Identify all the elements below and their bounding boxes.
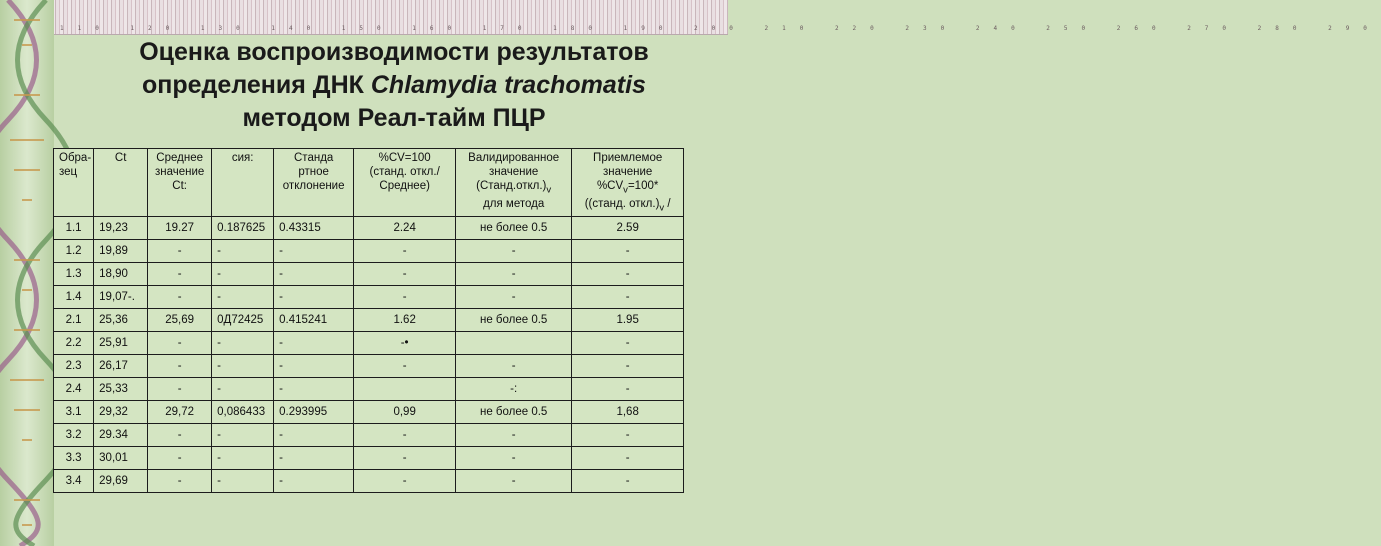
table-cell: 2.4 bbox=[54, 377, 94, 400]
table-cell: -• bbox=[354, 331, 456, 354]
table-cell: 25,36 bbox=[94, 308, 148, 331]
table-cell: - bbox=[572, 469, 684, 492]
title-line-3: методом Реал-тайм ПЦР bbox=[242, 104, 546, 132]
table-cell: 1.2 bbox=[54, 239, 94, 262]
table-cell: 1,68 bbox=[572, 400, 684, 423]
table-cell: - bbox=[212, 469, 274, 492]
table-cell: - bbox=[354, 469, 456, 492]
header-ct: Ct bbox=[94, 149, 148, 217]
table-cell: - bbox=[274, 239, 354, 262]
table-cell: 26,17 bbox=[94, 354, 148, 377]
table-cell: - bbox=[274, 469, 354, 492]
title-line-2 bbox=[60, 69, 728, 102]
table-cell: 0.187625 bbox=[212, 216, 274, 239]
table-cell bbox=[456, 331, 572, 354]
table-cell: 1.3 bbox=[54, 262, 94, 285]
table-cell: - bbox=[354, 423, 456, 446]
table-row bbox=[54, 423, 684, 446]
table-cell: - bbox=[572, 423, 684, 446]
table-cell: - bbox=[456, 262, 572, 285]
table-cell: - bbox=[212, 239, 274, 262]
table-row bbox=[54, 216, 684, 239]
table-cell: 2.59 bbox=[572, 216, 684, 239]
header-mean-ct: Среднее значение Ct: bbox=[148, 149, 212, 217]
table-cell: - bbox=[148, 377, 212, 400]
table-row bbox=[54, 239, 684, 262]
table-cell: 0,086433 bbox=[212, 400, 274, 423]
table-cell: 19.27 bbox=[148, 216, 212, 239]
table-cell: - bbox=[354, 262, 456, 285]
dna-sequence-strip bbox=[0, 0, 1381, 35]
table-header bbox=[54, 149, 684, 217]
table-row bbox=[54, 354, 684, 377]
reproducibility-table bbox=[53, 148, 684, 493]
table-cell: 0,99 bbox=[354, 400, 456, 423]
table-cell: - bbox=[456, 423, 572, 446]
table-cell: 0.415241 bbox=[274, 308, 354, 331]
header-validated-value: Валидированное значение $(Станд.откл.)_v$ для метода bbox=[456, 149, 572, 217]
table-cell: - bbox=[274, 446, 354, 469]
table-cell: не более 0.5 bbox=[456, 308, 572, 331]
table-cell: 2.2 bbox=[54, 331, 94, 354]
table-cell: 1.4 bbox=[54, 285, 94, 308]
table-cell: - bbox=[148, 262, 212, 285]
table-cell: - bbox=[572, 331, 684, 354]
table-cell: - bbox=[148, 285, 212, 308]
table-body bbox=[54, 216, 684, 492]
table-cell: 30,01 bbox=[94, 446, 148, 469]
table-cell: - bbox=[148, 423, 212, 446]
table-cell: 2.24 bbox=[354, 216, 456, 239]
table-cell: 29,69 bbox=[94, 469, 148, 492]
table-cell: - bbox=[572, 377, 684, 400]
header-acceptable-value: Приемлемое значение $\%CV_v=100*$ ((станд. $откл.)_v$ / bbox=[572, 149, 684, 217]
table-cell: 1.1 bbox=[54, 216, 94, 239]
table-cell: - bbox=[212, 446, 274, 469]
table-cell: - bbox=[212, 331, 274, 354]
table-cell: 0.293995 bbox=[274, 400, 354, 423]
table-cell: 19,89 bbox=[94, 239, 148, 262]
table-cell: - bbox=[456, 354, 572, 377]
table-cell: 1.95 bbox=[572, 308, 684, 331]
table-cell: - bbox=[148, 331, 212, 354]
table-row bbox=[54, 469, 684, 492]
table-cell: не более 0.5 bbox=[456, 400, 572, 423]
table-cell: - bbox=[212, 354, 274, 377]
table-row bbox=[54, 446, 684, 469]
table-cell: - bbox=[456, 446, 572, 469]
table-cell: - bbox=[148, 354, 212, 377]
header-std-dev: Станда ртное отклонение bbox=[274, 149, 354, 217]
sequence-position-numbers: 110 120 130 140 150 160 170 180 190 200 210 220 230 240 250 260 270 280 290 bbox=[60, 25, 1381, 32]
table-cell: 2.1 bbox=[54, 308, 94, 331]
dna-helix-icon bbox=[0, 0, 54, 546]
table-cell: - bbox=[354, 285, 456, 308]
table-cell: - bbox=[274, 377, 354, 400]
table-cell: - bbox=[212, 423, 274, 446]
table-cell: 3.4 bbox=[54, 469, 94, 492]
organism-name: Chlamydia trachomatis bbox=[370, 71, 646, 99]
table-row bbox=[54, 308, 684, 331]
table-cell: 1.62 bbox=[354, 308, 456, 331]
dna-helix-decoration bbox=[0, 0, 54, 546]
table-cell: - bbox=[572, 446, 684, 469]
title-line-2-prefix: определения ДНК bbox=[142, 71, 371, 99]
table-cell: 3.2 bbox=[54, 423, 94, 446]
table-cell: - bbox=[274, 331, 354, 354]
table-cell: - bbox=[572, 239, 684, 262]
header-row bbox=[54, 149, 684, 217]
slide-title bbox=[60, 36, 728, 135]
table-cell: - bbox=[212, 285, 274, 308]
table-cell: - bbox=[456, 239, 572, 262]
table-cell: - bbox=[274, 285, 354, 308]
table-cell: 29.34 bbox=[94, 423, 148, 446]
table-cell: - bbox=[456, 469, 572, 492]
table-cell: 29,32 bbox=[94, 400, 148, 423]
table-row bbox=[54, 400, 684, 423]
table-cell: 19,23 bbox=[94, 216, 148, 239]
header-dispersion: сия: bbox=[212, 149, 274, 217]
table-cell: - bbox=[274, 262, 354, 285]
table-row bbox=[54, 377, 684, 400]
table-cell: - bbox=[354, 354, 456, 377]
table-cell: 19,07-. bbox=[94, 285, 148, 308]
table-cell: 3.1 bbox=[54, 400, 94, 423]
table-cell: - bbox=[572, 262, 684, 285]
table-cell: - bbox=[274, 354, 354, 377]
title-line-1: Оценка воспроизводимости результатов bbox=[139, 38, 649, 66]
table-cell: - bbox=[456, 285, 572, 308]
table-cell: - bbox=[148, 239, 212, 262]
table-cell: - bbox=[148, 469, 212, 492]
table-cell: - bbox=[572, 354, 684, 377]
table-cell: 25,91 bbox=[94, 331, 148, 354]
header-sample: Обра- зец bbox=[54, 149, 94, 217]
table-cell: - bbox=[274, 423, 354, 446]
table-cell: не более 0.5 bbox=[456, 216, 572, 239]
table-cell: 25,33 bbox=[94, 377, 148, 400]
table-cell: - bbox=[212, 262, 274, 285]
table-cell: - bbox=[572, 285, 684, 308]
table-row bbox=[54, 331, 684, 354]
table-cell bbox=[354, 377, 456, 400]
table-cell: - bbox=[148, 446, 212, 469]
table-cell: 2.3 bbox=[54, 354, 94, 377]
table-cell: 29,72 bbox=[148, 400, 212, 423]
table-cell: - bbox=[354, 446, 456, 469]
table-cell: 25,69 bbox=[148, 308, 212, 331]
table-cell: -: bbox=[456, 377, 572, 400]
header-cv: %CV=100 (станд. откл./ Среднее) bbox=[354, 149, 456, 217]
table-row bbox=[54, 262, 684, 285]
table-cell: 0Д72425 bbox=[212, 308, 274, 331]
table-cell: 18,90 bbox=[94, 262, 148, 285]
table-row bbox=[54, 285, 684, 308]
table-cell: 3.3 bbox=[54, 446, 94, 469]
table-cell: - bbox=[354, 239, 456, 262]
table-cell: - bbox=[212, 377, 274, 400]
table-cell: 0.43315 bbox=[274, 216, 354, 239]
